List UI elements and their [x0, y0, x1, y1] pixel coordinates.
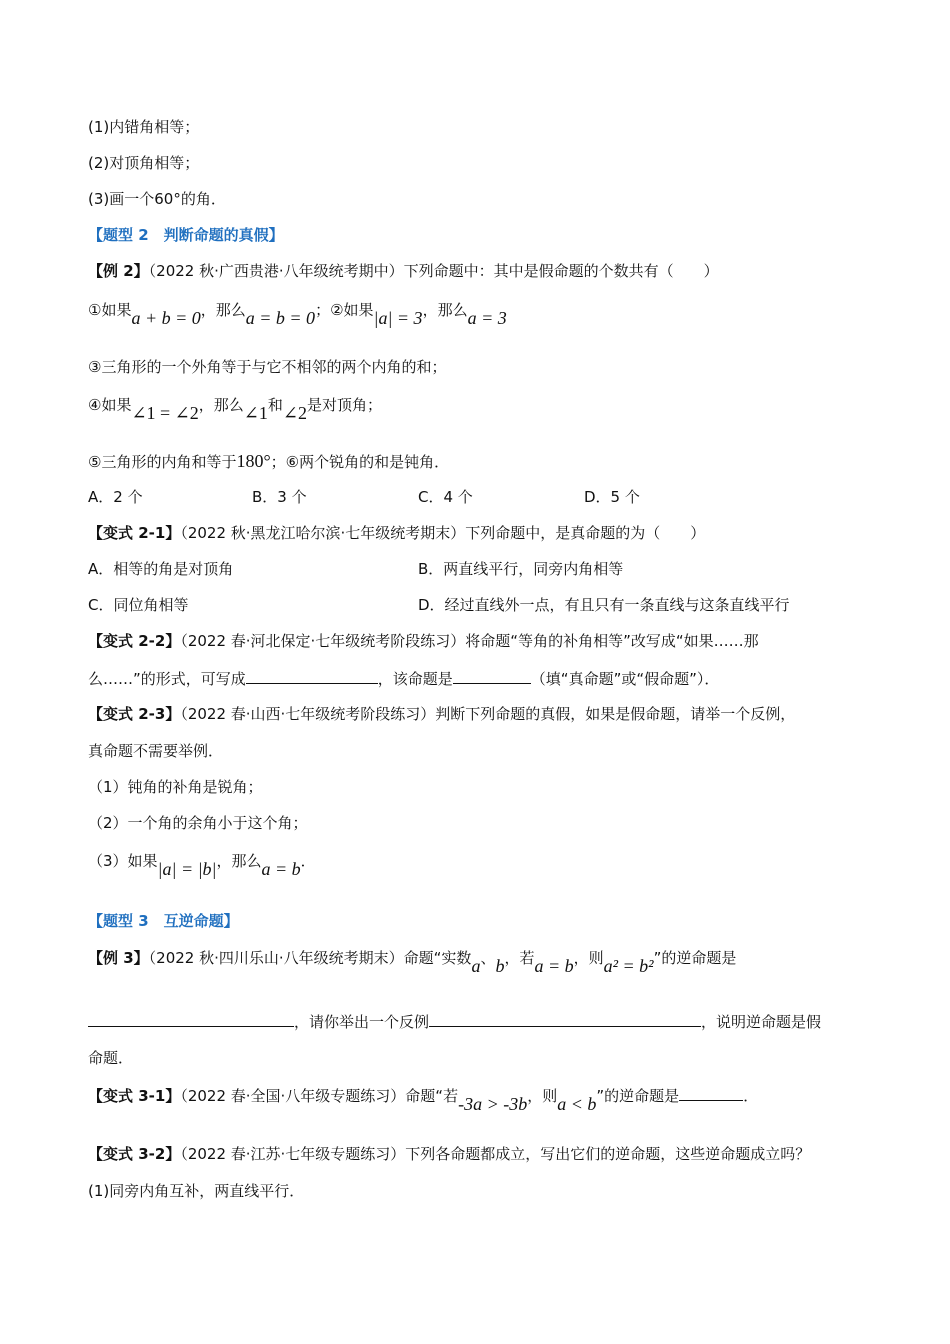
text: （2022 春·全国·八年级专题练习）命题“若 — [180, 1087, 459, 1105]
statement-1: (1)内错角相等； — [88, 118, 200, 136]
example-2-statements-1-2 — [88, 298, 507, 328]
text: ；②如果 — [315, 301, 374, 319]
math-expr: ∠1 = ∠2 — [131, 403, 199, 423]
variant-label: 【变式 2-3】 — [88, 705, 181, 723]
option-c: C．4 个 — [418, 488, 473, 506]
text: ，说明逆命题是假 — [701, 1013, 822, 1031]
text: ，那么 — [200, 301, 246, 319]
variant-label: 【变式 3-2】 — [88, 1145, 181, 1163]
answer-blank[interactable] — [246, 667, 378, 684]
math-expr: a + b = 0 — [131, 308, 201, 328]
variant-text: （2022 春·山西·七年级统考阶段练习）判断下列命题的真假，如果是假命题，请举一个反例， — [180, 705, 796, 723]
text: ，则 — [573, 949, 604, 967]
text: ①如果 — [88, 301, 132, 319]
example-3-line3: 命题． — [88, 1049, 134, 1067]
section-heading-type2: 【题型 2 判断命题的真假】 — [88, 226, 284, 244]
option-d: D．5 个 — [584, 488, 640, 506]
text: （3）如果 — [88, 852, 158, 870]
text: ． — [743, 1087, 759, 1105]
answer-blank[interactable] — [429, 1010, 701, 1027]
math-expr: ∠1 — [243, 403, 268, 423]
text: ；⑥两个锐角的和是钝角． — [270, 453, 450, 471]
option-d: D．经过直线外一点，有且只有一条直线与这条直线平行 — [418, 596, 790, 614]
math-expr: |a| = 3 — [373, 308, 423, 328]
example-label: 【例 3】 — [88, 949, 149, 967]
variant-text: （2022 春·江苏·七年级专题练习）下列各命题都成立，写出它们的逆命题，这些逆命题成立吗？ — [180, 1145, 811, 1163]
text: ，那么 — [198, 396, 244, 414]
variant-3-2-stem — [88, 1143, 810, 1165]
text: ，则 — [527, 1087, 558, 1105]
math-expr: b — [495, 956, 505, 976]
option-b: B．3 个 — [252, 488, 307, 506]
text: ”的逆命题是 — [653, 949, 737, 967]
variant-2-3-q3 — [88, 849, 316, 879]
variant-label: 【变式 2-1】 — [88, 524, 181, 542]
example-3-line1 — [88, 946, 737, 976]
variant-label: 【变式 2-2】 — [88, 632, 181, 650]
math-expr: a — [471, 956, 481, 976]
variant-2-2-line2 — [88, 667, 719, 690]
variant-text: （2022 秋·黑龙江哈尔滨·七年级统考期末）下列命题中，是真命题的为（ ） — [180, 524, 706, 542]
text: 、 — [480, 949, 496, 967]
math-expr: ∠2 — [282, 403, 307, 423]
example-text: （2022 秋·广西贵港·八年级统考期中）下列命题中：其中是假命题的个数共有（ ） — [148, 262, 719, 280]
answer-blank[interactable] — [453, 667, 531, 684]
variant-2-3-q2: （2）一个角的余角小于这个角； — [88, 814, 308, 832]
section-heading-type3: 【题型 3 互逆命题】 — [88, 912, 239, 930]
variant-2-3-line2: 真命题不需要举例． — [88, 742, 224, 760]
math-expr: a = b — [534, 956, 574, 976]
text: ④如果 — [88, 396, 132, 414]
example-2-statement-4 — [88, 393, 383, 423]
text: （2022 秋·四川乐山·八年级统考期末）命题“实数 — [148, 949, 472, 967]
text: 和 — [267, 396, 283, 414]
example-3-line2 — [88, 1010, 821, 1033]
math-expr: a = b = 0 — [245, 308, 316, 328]
math-expr: a² = b² — [603, 956, 654, 976]
text: ，那么 — [216, 852, 262, 870]
variant-2-1-stem — [88, 522, 705, 544]
option-a: A．2 个 — [88, 488, 143, 506]
statement-3: (3)画一个60°的角． — [88, 190, 226, 208]
text: ⑤三角形的内角和等于 — [88, 453, 237, 471]
text: ，若 — [504, 949, 535, 967]
variant-label: 【变式 3-1】 — [88, 1087, 181, 1105]
text: ． — [300, 852, 316, 870]
text: 是对顶角； — [307, 396, 383, 414]
text: （填“真命题”或“假命题”）． — [530, 670, 720, 688]
text: ，那么 — [422, 301, 468, 319]
variant-2-2-line1 — [88, 630, 759, 652]
math-expr: a < b — [557, 1094, 597, 1114]
text: ，请你举出一个反例 — [294, 1013, 430, 1031]
variant-2-3-line1 — [88, 703, 795, 725]
variant-3-1 — [88, 1084, 759, 1114]
math-expr: -3a > -3b — [458, 1094, 528, 1114]
text: ，该命题是 — [377, 670, 453, 688]
variant-text: （2022 春·河北保定·七年级统考阶段练习）将命题“等角的补角相等”改写成“如果……那 — [180, 632, 759, 650]
math-expr: |a| = |b| — [157, 859, 217, 879]
variant-3-2-item1: (1)同旁内角互补，两直线平行． — [88, 1182, 305, 1200]
example-2-statement-5-6 — [88, 450, 449, 473]
option-c: C．同位角相等 — [88, 596, 189, 614]
math-expr: 180° — [236, 451, 271, 471]
answer-blank[interactable] — [88, 1010, 294, 1027]
text: ”的逆命题是 — [596, 1087, 680, 1105]
answer-blank[interactable] — [679, 1084, 743, 1101]
option-a: A．相等的角是对顶角 — [88, 560, 234, 578]
math-expr: a = b — [261, 859, 301, 879]
text: 么……”的形式，可写成 — [88, 670, 246, 688]
option-b: B．两直线平行，同旁内角相等 — [418, 560, 624, 578]
example-2-statement-3: ③三角形的一个外角等于与它不相邻的两个内角的和； — [88, 358, 447, 376]
math-expr: a = 3 — [467, 308, 507, 328]
example-2-stem — [88, 260, 719, 282]
example-label: 【例 2】 — [88, 262, 149, 280]
statement-2: (2)对顶角相等； — [88, 154, 200, 172]
variant-2-3-q1: （1）钝角的补角是锐角； — [88, 778, 263, 796]
